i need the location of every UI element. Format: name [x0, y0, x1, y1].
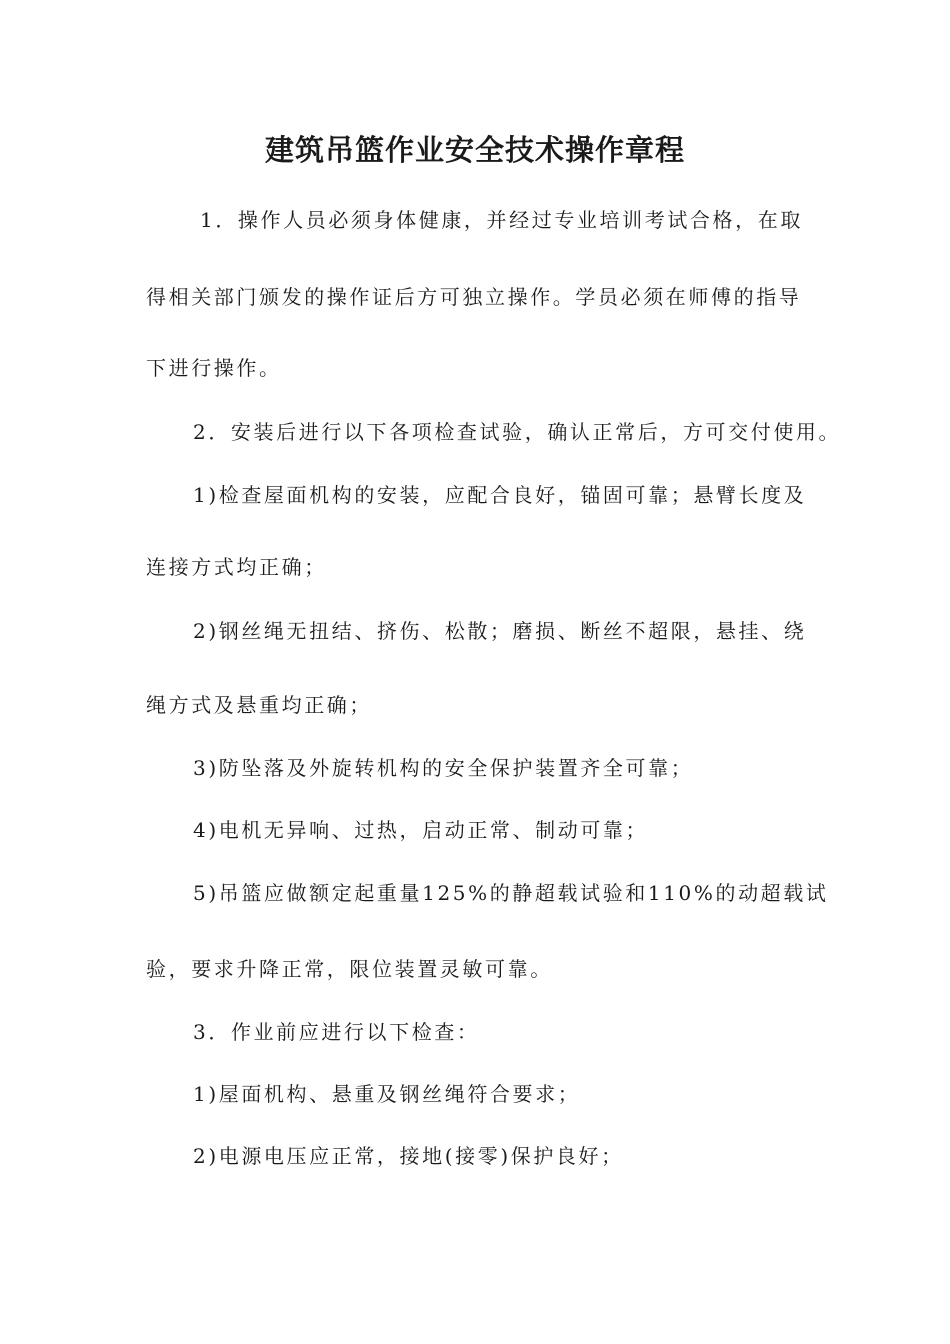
- paragraph-line: 绳方式及悬重均正确；: [146, 693, 372, 717]
- paragraph-line: 1)屋面机构、悬重及钢丝绳符合要求；: [193, 1082, 581, 1106]
- paragraph-line: 连接方式均正确；: [146, 555, 327, 579]
- paragraph-line: 3．作业前应进行以下检查：: [193, 1020, 480, 1044]
- paragraph-line: 2)钢丝绳无扭结、挤伤、松散；磨损、断丝不超限，悬挂、绕: [193, 619, 807, 643]
- paragraph-line: 得相关部门颁发的操作证后方可独立操作。学员必须在师傅的指导: [146, 285, 802, 309]
- paragraph-line: 2．安装后进行以下各项检查试验，确认正常后，方可交付使用。: [193, 420, 842, 444]
- paragraph-line: 3)防坠落及外旋转机构的安全保护装置齐全可靠；: [193, 756, 694, 780]
- document-title: 建筑吊篮作业安全技术操作章程: [264, 133, 685, 167]
- paragraph-line: 1)检查屋面机构的安装，应配合良好，锚固可靠；悬臂长度及: [193, 483, 807, 507]
- paragraph-line: 1．操作人员必须身体健康，并经过专业培训考试合格，在取: [200, 208, 803, 232]
- paragraph-line: 4)电机无异响、过热，启动正常、制动可靠；: [193, 818, 649, 842]
- paragraph-line: 验，要求升降正常，限位装置灵敏可靠。: [146, 957, 553, 981]
- paragraph-line: 下进行操作。: [146, 356, 282, 380]
- paragraph-line: 5)吊篮应做额定起重量125%的静超载试验和110%的动超载试: [193, 881, 829, 905]
- paragraph-line: 2)电源电压应正常，接地(接零)保护良好；: [193, 1144, 624, 1168]
